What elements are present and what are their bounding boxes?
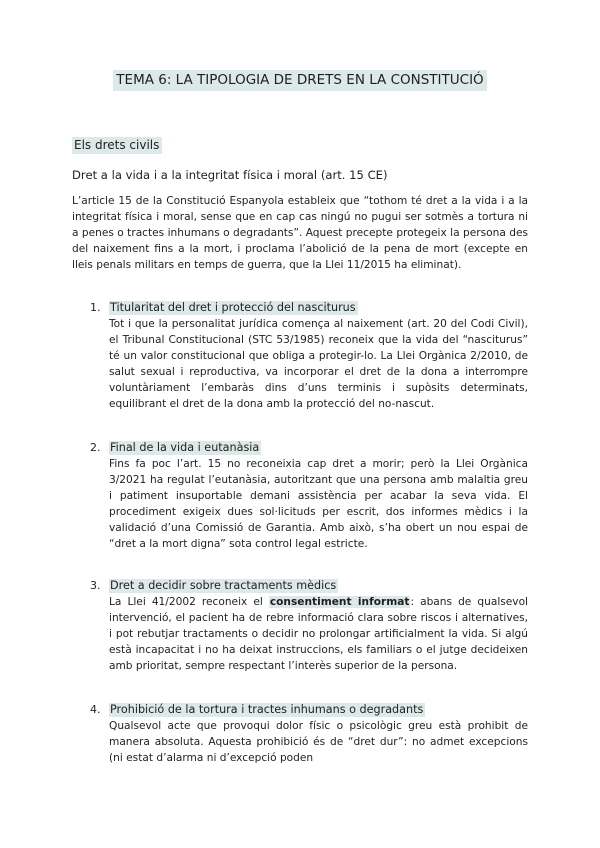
item-title: Final de la vida i eutanàsia bbox=[110, 441, 260, 454]
item-number: 2. bbox=[90, 441, 101, 454]
item-title: Dret a decidir sobre tractaments mèdics bbox=[110, 579, 337, 592]
page-title: TEMA 6: LA TIPOLOGIA DE DRETS EN LA CONSTITUCIÓ bbox=[113, 70, 486, 91]
item-title: Prohibició de la tortura i tractes inhumans o degradants bbox=[110, 703, 424, 716]
item-title: Titularitat del dret i protecció del nasciturus bbox=[110, 301, 356, 314]
item-body bbox=[109, 594, 528, 674]
consentiment-informat-highlight: consentiment informat bbox=[269, 596, 410, 608]
item-body: Tot i que la personalitat jurídica comença al naixement (art. 20 del Codi Civil), el Tribunal Constitucional (STC 53/1985) reconeix que la vida del “nasciturus” té un valor constitucional que obliga a protegir-lo. La Llei Orgànica 2/2010, de salut sexual i reproductiva, va incorporar el dret de la dona a interrompre voluntàriament l’embaràs dins d’uns terminis i supòsits determinats, equilibrant el dret de la dona amb la protecció del no-nascut. bbox=[109, 318, 528, 410]
item-body: Qualsevol acte que provoqui dolor físic o psicològic greu està prohibit de manera absoluta. Aquesta prohibició és de “dret dur”: no admet excepcions (ni estat d’alarma ni d’excepció poden bbox=[109, 720, 528, 764]
title-row bbox=[0, 69, 600, 88]
item-body: Fins fa poc l’art. 15 no reconeixia cap dret a morir; però la Llei Orgànica 3/2021 ha regulat l’eutanàsia, autoritzant que una persona amb malaltia greu i patiment insuportable demani assistència per acabar la seva vida. El procediment exigeix dues sol·licituds per escrit, dos informes mèdics i la validació d’una Comissió de Garantia. Amb això, s’ha obert un nou espai de “dret a la mort digna” sota control legal estricte. bbox=[109, 458, 528, 550]
subheading: Dret a la vida i a la integritat física i moral (art. 15 CE) bbox=[72, 168, 388, 182]
item-body-before: La Llei 41/2002 reconeix el bbox=[109, 596, 269, 608]
item-number: 3. bbox=[90, 579, 101, 592]
item-number: 1. bbox=[90, 301, 101, 314]
item-number: 4. bbox=[90, 703, 101, 716]
section-heading: Els drets civils bbox=[72, 137, 162, 154]
intro-paragraph: L’article 15 de la Constitució Espanyola estableix que “tothom té dret a la vida i a la integritat física i moral, sense que en cap cas ningú no pugui ser sotmès a tortura ni a penes o tractes inhumans o degradants”. Aquest precepte protegeix la persona des del naixement fins a la mort, i proclama l’abolició de la pena de mort (excepte en lleis penals militars en temps de guerra, que la Llei 11/2015 ha eliminat). bbox=[72, 195, 528, 271]
item-body-after: : abans de qualsevol intervenció, el pacient ha de rebre informació clara sobre riscos i alternatives, i pot rebutjar tractaments o decidir no prolongar artificialment la vida. Si algú està incapacitat i no ha deixat instruccions, els familiars o el jutge decideixen amb prioritat, sempre respectant l’interès superior de la persona. bbox=[109, 596, 528, 672]
